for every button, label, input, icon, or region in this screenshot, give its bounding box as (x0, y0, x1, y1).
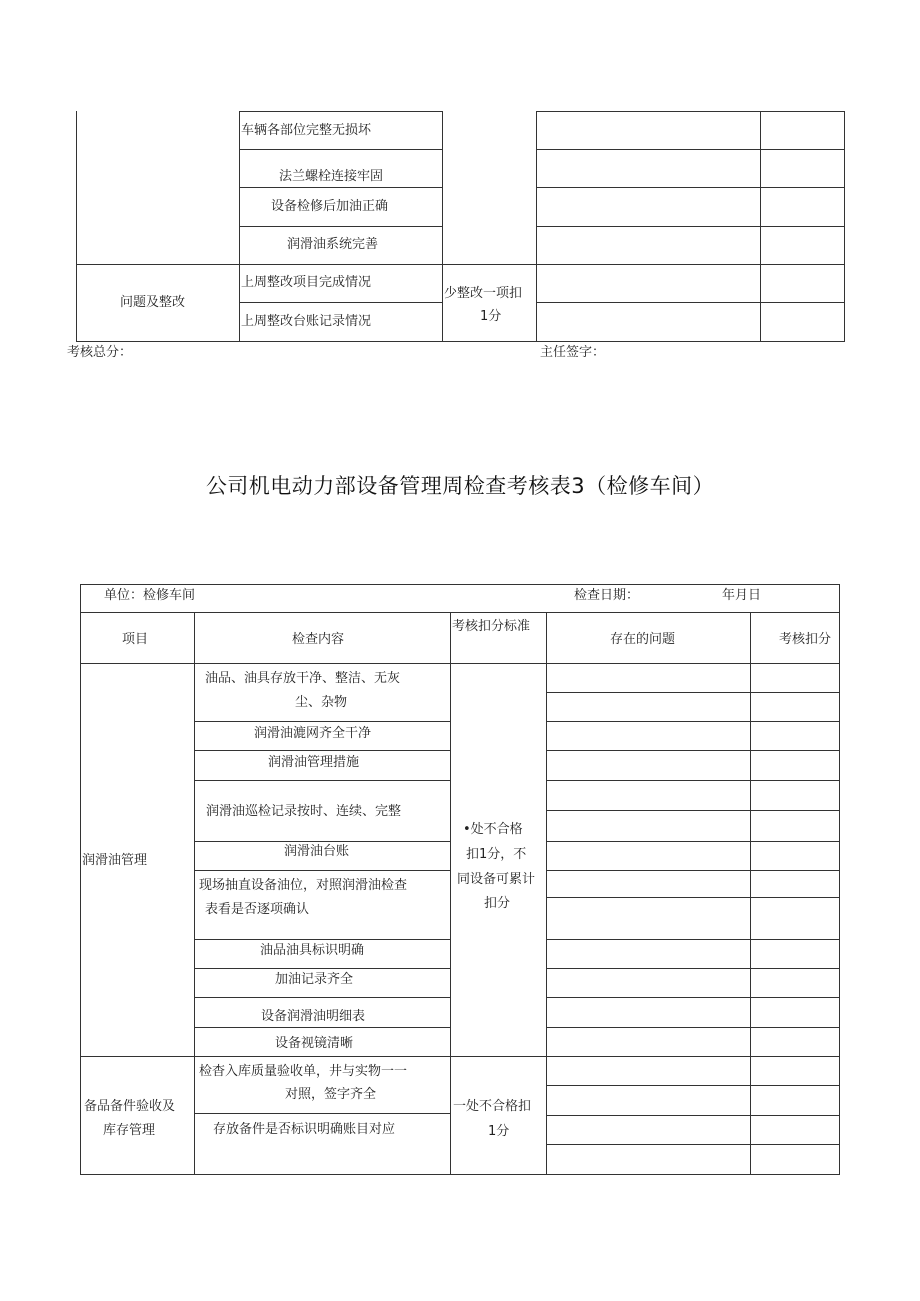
check-content: 现场抽直设备油位，对照润滑油检查 (199, 878, 408, 893)
deduction-standard: •处不合格 (463, 822, 523, 837)
check-content: 润滑油巡检记录按时、连续、完整 (206, 804, 402, 819)
check-content: 设备检修后加油正确 (271, 199, 389, 214)
item-label: 备品备件验收及 (84, 1099, 176, 1114)
check-content: 表看是否逐项确认 (205, 902, 310, 917)
deduction-standard: 同设备可累计 (457, 872, 536, 887)
check-content: 润滑油管理措施 (268, 755, 360, 770)
deduction-standard: 1分 (488, 1124, 510, 1139)
check-content: 车辆各部位完整无损坏 (241, 123, 372, 138)
page-title: 公司机电动力部设备管理周检查考核表3（检修车间） (205, 474, 715, 498)
check-content: 对照，签字齐全 (285, 1087, 377, 1102)
header-content: 检查内容 (292, 632, 345, 647)
check-content: 润滑油漉网齐全干净 (254, 726, 372, 741)
check-date-value: 年月日 (722, 588, 762, 603)
header-problem: 存在的问题 (610, 632, 676, 647)
header-score: 考核扣分 (779, 632, 832, 647)
check-content: 存放备件是否标识明确账目对应 (213, 1122, 396, 1137)
check-content: 上周整改项目完成情况 (241, 275, 372, 290)
check-content: 润滑油系统完善 (287, 237, 379, 252)
check-content: 润滑油台账 (284, 844, 350, 859)
check-date-label: 检查日期： (574, 588, 640, 603)
check-content: 加油记录齐全 (275, 972, 354, 987)
unit-label: 单位：检修车间 (104, 588, 196, 603)
check-content: 设备视镜清晰 (275, 1036, 354, 1051)
check-content: 法兰螺栓连接牢固 (279, 169, 384, 184)
deduction-standard: 少整改一项扣 (444, 286, 523, 301)
check-content: 油品、油具存放干净、整洁、无灰 (205, 671, 401, 686)
deduction-standard: 1分 (480, 309, 502, 324)
deduction-standard: 扣1分，不 (466, 847, 527, 862)
deduction-standard: 扣分 (484, 896, 511, 911)
total-score-label: 考核总分： (67, 345, 133, 360)
header-item: 项目 (122, 632, 149, 647)
check-content: 上周整改台账记录情况 (241, 314, 372, 329)
check-content: 油品油具标识明确 (260, 943, 365, 958)
item-label: 润滑油管理 (82, 853, 148, 868)
deduction-standard: 一处不合格扣 (453, 1099, 532, 1114)
check-content: 检杳入库质量验收单，井与实物一一 (199, 1064, 408, 1079)
header-standard: 考核扣分标准 (452, 619, 531, 634)
check-content: 设备润滑油明细表 (261, 1009, 366, 1024)
director-signature-label: 主任签字： (540, 345, 606, 360)
item-label: 问题及整改 (120, 295, 186, 310)
check-content: 尘、杂物 (295, 695, 348, 710)
item-label: 库存管理 (103, 1123, 156, 1138)
